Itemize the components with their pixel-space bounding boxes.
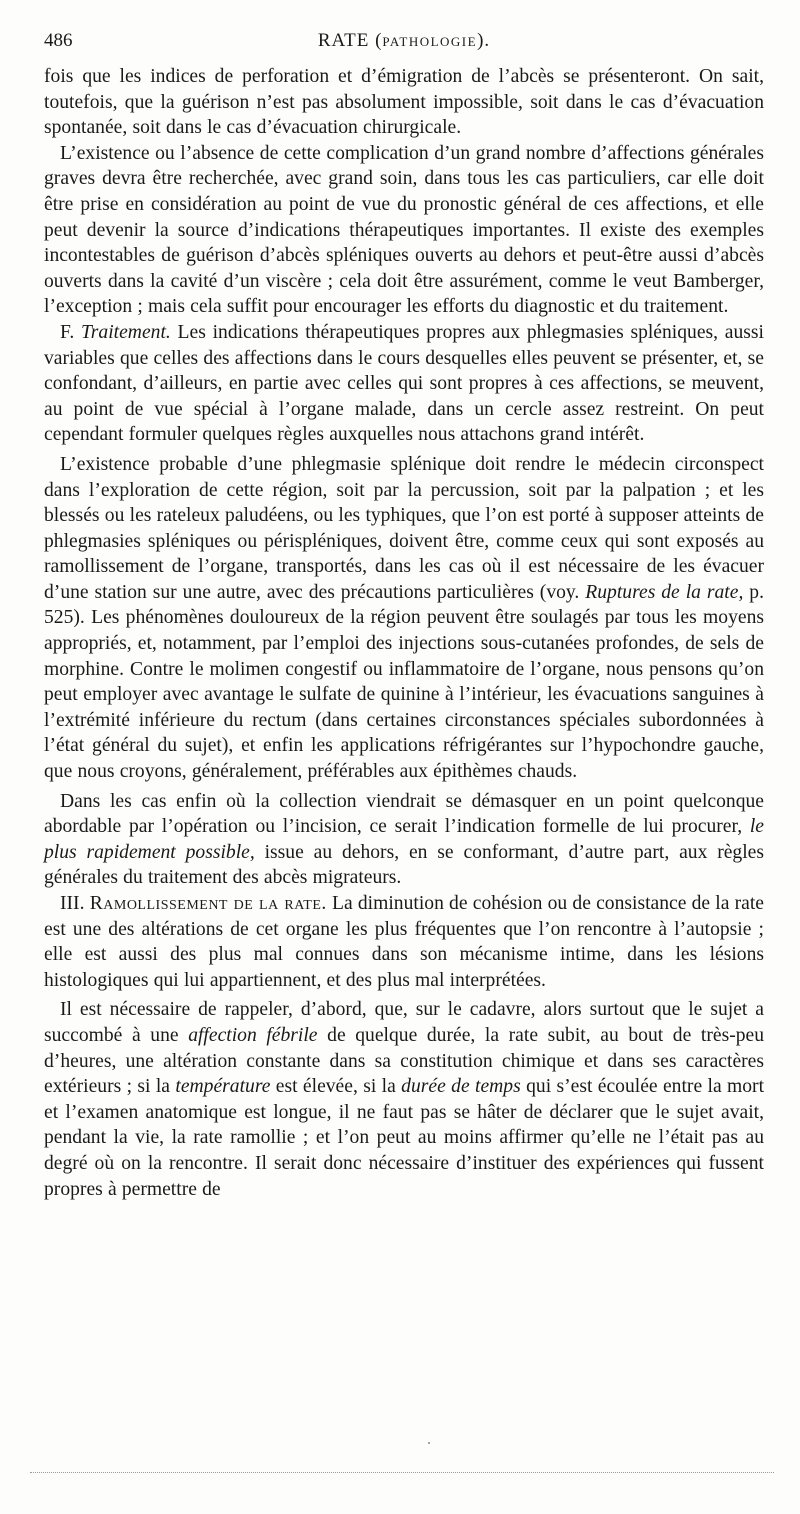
- section-heading-ramollissement: Ramollissement de la rate.: [89, 893, 327, 914]
- paragraph-collection-text-1: Dans les cas enfin où la collection viendrait se démasquer en un point quelconque abordable par l’opération ou l’incision, ce serait l’indication formelle de lui procurer,: [44, 790, 764, 838]
- paragraph-cadavre-text-1: Il est nécessaire de rappeler, d’abord, que, sur le cadavre, alors surtout que le sujet a succombé à une: [44, 999, 764, 1046]
- paragraph-cadavre-text-2: de quelque durée, la rate subit, au bout de très-peu d’heures, une altération constante dans sa constitution chimique et dans ses caractères extérieurs ; si la: [44, 1024, 765, 1098]
- cross-reference-ruptures: Ruptures de la rate,: [585, 581, 744, 603]
- paragraph-cadavre-text-3: est élevée, si la: [275, 1076, 396, 1098]
- paragraph-continuation: fois que les indices de perforation et d’émigration de l’abcès se présenteront. On sait, toutefois, que la guérison n’est pas absolument impossible, soit dans le cas d’évacuation spontanée, soit dans le cas d’évacuation chirurgicale.: [44, 66, 764, 139]
- emphasis-affection-febrile: affection fébrile: [188, 1024, 318, 1046]
- running-title-end: ).: [477, 30, 491, 51]
- paragraph-complication: L’existence ou l’absence de cette complication d’un grand nombre d’affections générales graves devra être recherchée, avec grand soin, dans tous les cas particuliers, car elle doit être prise en considération au point de vue du pronostic général de ces affections, et elle peut devenir la source d’indications thérapeutiques importantes. Il existe des exemples incontestables de guérison d’abcès spléniques ouverts au dehors et peut-être aussi d’abcès ouverts dans la cavité d’un viscère ; cela doit être assurément, comme le veut Bamberger, l’exception ; mais cela suffit pour encourager les efforts du diagnostic et du traitement.: [44, 142, 764, 318]
- paragraph-phlegmasie-text-2: p. 525). Les phénomènes douloureux de la région peuvent être soulagés par tous les moyens appropriés, et, notamment, par l’emploi des injections sous-cutanées profondes, de sels de morphine. Contre le molimen congestif ou inflammatoire de l’organe, nous pensons qu’on peut employer avec avantage le sulfate de quinine à l’intérieur, les évacuations sanguines à l’extrémité inférieure du rectum (dans certaines circonstances spéciales subordonnées à l’état général du sujet), et enfin les applications réfrigérantes sur l’hypochondre gauche, que nous croyons, généralement, préférables aux épithèmes chauds.: [44, 581, 764, 783]
- paragraph-traitement: [44, 320, 764, 448]
- paragraph-collection: [44, 789, 764, 891]
- running-title-smallcaps: PATHOLOGIE: [382, 34, 478, 49]
- paragraph-ramollissement: [44, 891, 764, 993]
- section-heading-traitement: Traitement.: [80, 321, 171, 343]
- section-number-iii: III.: [60, 893, 85, 914]
- paragraph-ramollissement-text: La diminution de cohésion ou de consistance de la rate est une des altérations de cet organe les plus fréquentes que l’on rencontre à l’autopsie ; elle est aussi des plus mal connues dans son mécanisme intime, dans les lésions histologiques qui lui appartiennent, et des plus mal interprétées.: [44, 893, 764, 991]
- page-number: 486: [44, 30, 73, 51]
- center-dot-mark: [428, 1442, 430, 1444]
- bottom-dotted-rule: [30, 1472, 774, 1473]
- paragraph-collection-text-2: issue au dehors, en se conformant, d’autre part, aux règles générales du traitement des abcès migrateurs.: [44, 841, 764, 889]
- body-text: [44, 64, 764, 1202]
- paragraph-cadavre-text-4: qui s’est écoulée entre la mort et l’examen anatomique est longue, il ne faut pas se hâter de déclarer que le sujet avait, pendant la vie, la rate ramollie ; et l’on peut au moins affirmer qu’elle ne l’était pas au degré où on la rencontre. Il serait donc nécessaire d’instituer des expériences qui fussent propres à permettre de: [44, 1076, 765, 1200]
- paragraph-traitement-text: Les indications thérapeutiques propres aux phlegmasies spléniques, aussi variables que celles des affections dans le cours desquelles elles peuvent se présenter, et, se confondant, d’ailleurs, en partie avec celles qui sont propres à ces affections, se meuvent, au point de vue spécial à l’organe malade, dans un cercle assez restreint. On peut cependant formuler quelques règles auxquelles nous attachons grand intérêt.: [44, 321, 764, 446]
- running-title-main: RATE (: [317, 30, 383, 51]
- section-number-f: F.: [60, 321, 75, 343]
- emphasis-temperature: température: [175, 1076, 271, 1098]
- page-header: [44, 30, 764, 60]
- emphasis-duree-de-temps: durée de temps: [401, 1076, 521, 1098]
- paragraph-phlegmasie: [44, 452, 764, 785]
- emphasis-rapidement: le plus rapidement possible,: [44, 816, 764, 863]
- paragraph-cadavre: [44, 997, 764, 1202]
- running-title: [44, 30, 764, 52]
- paragraph-phlegmasie-text-1: L’existence probable d’une phlegmasie splénique doit rendre le médecin circonspect dans l’exploration de cette région, soit par la percussion, soit par la palpation ; et les blessés ou les rateleux paludéens, ou les typhiques, que l’on est porté à supposer atteints de phlegmasies spléniques ou périspléniques, doivent être, comme ceux qui sont exposés au ramollissement de l’organe, transportés, dans les cas où il est nécessaire de les évacuer d’une station sur une autre, avec des précautions particulières (voy.: [44, 453, 764, 603]
